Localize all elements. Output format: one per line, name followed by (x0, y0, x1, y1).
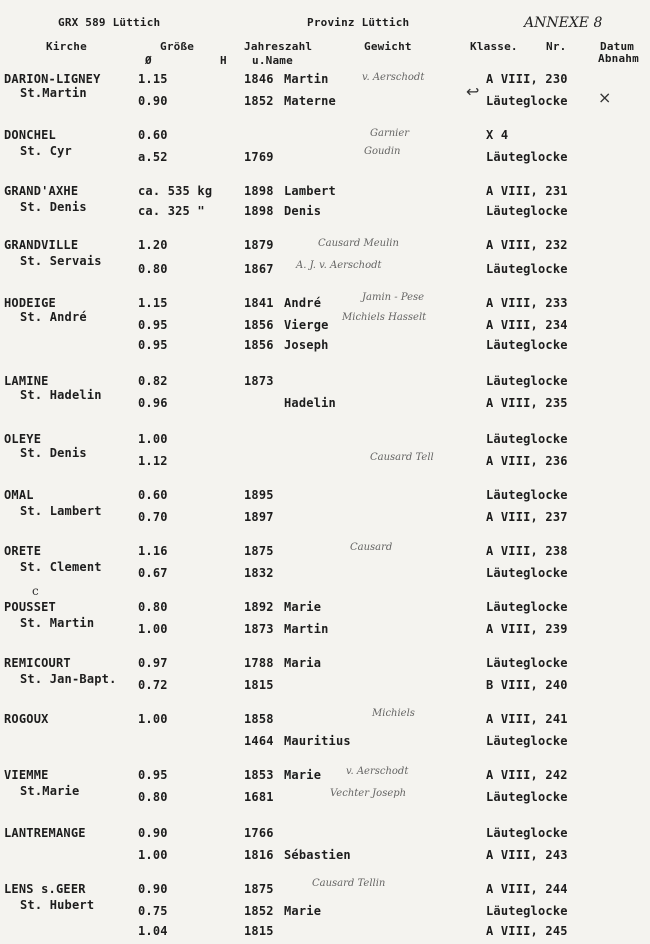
bell-year: 1841 (244, 296, 274, 310)
bell-year: 1867 (244, 262, 274, 276)
bell-class: Läuteglocke (486, 566, 568, 580)
bell-class: Läuteglocke (486, 826, 568, 840)
handwritten-note: v. Aerschodt (362, 72, 425, 83)
bell-year: 1852 (244, 94, 274, 108)
annex-label: ANNEXE 8 (524, 15, 603, 31)
bell-year: 1853 (244, 768, 274, 782)
arrow-mark: ↩ (466, 82, 480, 101)
church-place: OLEYE (4, 432, 42, 446)
bell-year: 1856 (244, 338, 274, 352)
bell-class: A VIII, 244 (486, 882, 568, 896)
handwritten-note: v. Aerschodt (346, 766, 409, 777)
bell-name: Hadelin (284, 396, 336, 410)
bell-name: Lambert (284, 184, 336, 198)
bell-name: Joseph (284, 338, 329, 352)
bell-name: Martin (284, 622, 329, 636)
bell-size: 1.12 (138, 454, 168, 468)
bell-class: Läuteglocke (486, 338, 568, 352)
handwritten-note: Causard (350, 542, 393, 553)
bell-year: 1875 (244, 882, 274, 896)
bell-class: Läuteglocke (486, 600, 568, 614)
bell-name: Sébastien (284, 848, 351, 862)
bell-class: Läuteglocke (486, 262, 568, 276)
bell-class: A VIII, 234 (486, 318, 568, 332)
col-header-kirche: Kirche (46, 40, 87, 53)
bell-name: Marie (284, 600, 322, 614)
bell-class: A VIII, 242 (486, 768, 568, 782)
cross-mark: × (598, 88, 612, 107)
col-header-nr: Nr. (546, 40, 567, 53)
bell-size: 0.60 (138, 128, 168, 142)
bell-class: Läuteglocke (486, 790, 568, 804)
col-header-klasse: Klasse. (470, 40, 518, 53)
bell-class: A VIII, 238 (486, 544, 568, 558)
bell-name: André (284, 296, 322, 310)
bell-year: 1858 (244, 712, 274, 726)
bell-class: Läuteglocke (486, 374, 568, 388)
col-header-jahreszahl: Jahreszahl (244, 40, 313, 53)
bell-year: 1788 (244, 656, 274, 670)
bell-name: Maria (284, 656, 322, 670)
bell-class: Läuteglocke (486, 204, 568, 218)
bell-size: 1.00 (138, 712, 168, 726)
bell-size: 0.80 (138, 600, 168, 614)
bell-size: 0.95 (138, 338, 168, 352)
bell-year: 1766 (244, 826, 274, 840)
bell-class: A VIII, 239 (486, 622, 568, 636)
col-header-name: u.Name (252, 54, 293, 67)
bell-year: 1769 (244, 150, 274, 164)
church-place: LAMINE (4, 374, 49, 388)
church-place: ROGOUX (4, 712, 49, 726)
bell-name: Marie (284, 768, 322, 782)
bell-size: 0.80 (138, 262, 168, 276)
bell-name: Denis (284, 204, 322, 218)
bell-class: Läuteglocke (486, 150, 568, 164)
bell-year: 1464 (244, 734, 274, 748)
church-saint: St.Marie (20, 784, 80, 798)
handwritten-note: Michiels (372, 708, 415, 719)
handwritten-note: Jamin - Pese (362, 292, 425, 303)
handwritten-note: A. J. v. Aerschodt (296, 260, 382, 271)
handwritten-note: Causard Meulin (318, 238, 399, 249)
bell-class: A VIII, 232 (486, 238, 568, 252)
col-header-gewicht: Gewicht (364, 40, 412, 53)
bell-size: 1.20 (138, 238, 168, 252)
handwritten-note: Michiels Hasselt (342, 312, 427, 323)
church-saint: St. Martin (20, 616, 95, 630)
bell-size: ca. 535 kg (138, 184, 213, 198)
church-saint: St. Jan-Bapt. (20, 672, 117, 686)
bell-class: A VIII, 243 (486, 848, 568, 862)
church-saint: St. Hubert (20, 898, 95, 912)
bell-class: Läuteglocke (486, 488, 568, 502)
bell-class: A VIII, 231 (486, 184, 568, 198)
bell-size: 0.96 (138, 396, 168, 410)
bell-size: 0.90 (138, 826, 168, 840)
bell-class: A VIII, 237 (486, 510, 568, 524)
bell-class: Läuteglocke (486, 904, 568, 918)
bell-class: A VIII, 245 (486, 924, 568, 938)
bell-class: A VIII, 230 (486, 72, 568, 86)
bell-size: 1.00 (138, 848, 168, 862)
bell-size: 0.70 (138, 510, 168, 524)
bell-size: 0.80 (138, 790, 168, 804)
church-place: OMAL (4, 488, 34, 502)
bell-size: 0.72 (138, 678, 168, 692)
bell-year: 1879 (244, 238, 274, 252)
church-place: DONCHEL (4, 128, 56, 142)
bell-size: 0.90 (138, 882, 168, 896)
col-header-groesse: Größe (160, 40, 195, 53)
church-place: LANTREMANGE (4, 826, 86, 840)
bell-size: 0.97 (138, 656, 168, 670)
bell-size: 0.95 (138, 318, 168, 332)
handwritten-note: Causard Tellin (312, 878, 386, 889)
church-place: ORETE (4, 544, 42, 558)
handwritten-note: Garnier (370, 128, 410, 139)
bell-class: Läuteglocke (486, 656, 568, 670)
church-place: HODEIGE (4, 296, 56, 310)
bell-size: 1.15 (138, 296, 168, 310)
bell-size: 0.95 (138, 768, 168, 782)
bell-year: 1873 (244, 622, 274, 636)
col-header-datum: Datum (600, 40, 635, 53)
bell-year: 1681 (244, 790, 274, 804)
bell-class: B VIII, 240 (486, 678, 568, 692)
bell-class: A VIII, 241 (486, 712, 568, 726)
col-header-diameter: Ø (145, 54, 152, 67)
province-title: Provinz Lüttich (307, 16, 410, 29)
church-saint: St.Martin (20, 86, 87, 100)
bell-size: a.52 (138, 150, 168, 164)
bell-size: 1.00 (138, 622, 168, 636)
bell-year: 1816 (244, 848, 274, 862)
bell-size: ca. 325 " (138, 204, 205, 218)
church-place: GRANDVILLE (4, 238, 79, 252)
bell-size: 1.15 (138, 72, 168, 86)
bell-year: 1873 (244, 374, 274, 388)
bell-year: 1892 (244, 600, 274, 614)
church-saint: St. André (20, 310, 87, 324)
bell-class: Läuteglocke (486, 734, 568, 748)
church-place: VIEMME (4, 768, 49, 782)
handwritten-note: Vechter Joseph (330, 788, 407, 799)
church-place: GRAND'AXHE (4, 184, 79, 198)
church-place: DARION-LIGNEY (4, 72, 101, 86)
handwritten-note: Causard Tell (370, 452, 434, 463)
church-saint: St. Clement (20, 560, 102, 574)
bell-year: 1832 (244, 566, 274, 580)
bell-name: Mauritius (284, 734, 351, 748)
church-saint: St. Lambert (20, 504, 102, 518)
church-place: LENS s.GEER (4, 882, 86, 896)
church-place: REMICOURT (4, 656, 71, 670)
bell-name: Vierge (284, 318, 329, 332)
bell-class: X 4 (486, 128, 509, 142)
col-header-height: H (220, 54, 227, 67)
church-saint: St. Servais (20, 254, 102, 268)
bell-class: A VIII, 233 (486, 296, 568, 310)
bell-year: 1846 (244, 72, 274, 86)
bell-name: Marie (284, 904, 322, 918)
bell-size: 1.16 (138, 544, 168, 558)
bell-name: Materne (284, 94, 336, 108)
bell-class: A VIII, 236 (486, 454, 568, 468)
handwritten-note: Goudin (364, 146, 401, 157)
church-saint: St. Cyr (20, 144, 72, 158)
church-saint: St. Denis (20, 446, 87, 460)
bell-year: 1815 (244, 924, 274, 938)
bell-size: 0.67 (138, 566, 168, 580)
bell-class: Läuteglocke (486, 432, 568, 446)
handwritten-c-mark: c (32, 584, 39, 598)
bell-year: 1898 (244, 204, 274, 218)
church-place: POUSSET (4, 600, 56, 614)
bell-size: 0.90 (138, 94, 168, 108)
bell-class: A VIII, 235 (486, 396, 568, 410)
bell-year: 1815 (244, 678, 274, 692)
church-saint: St. Hadelin (20, 388, 102, 402)
bell-size: 0.82 (138, 374, 168, 388)
col-header-abnahme: Abnahm (598, 52, 639, 65)
bell-size: 0.60 (138, 488, 168, 502)
bell-year: 1852 (244, 904, 274, 918)
bell-year: 1897 (244, 510, 274, 524)
bell-class: Läuteglocke (486, 94, 568, 108)
archive-reference: GRX 589 Lüttich (58, 16, 161, 29)
bell-size: 0.75 (138, 904, 168, 918)
bell-year: 1898 (244, 184, 274, 198)
bell-name: Martin (284, 72, 329, 86)
bell-year: 1856 (244, 318, 274, 332)
bell-year: 1895 (244, 488, 274, 502)
church-saint: St. Denis (20, 200, 87, 214)
bell-year: 1875 (244, 544, 274, 558)
bell-size: 1.04 (138, 924, 168, 938)
bell-size: 1.00 (138, 432, 168, 446)
